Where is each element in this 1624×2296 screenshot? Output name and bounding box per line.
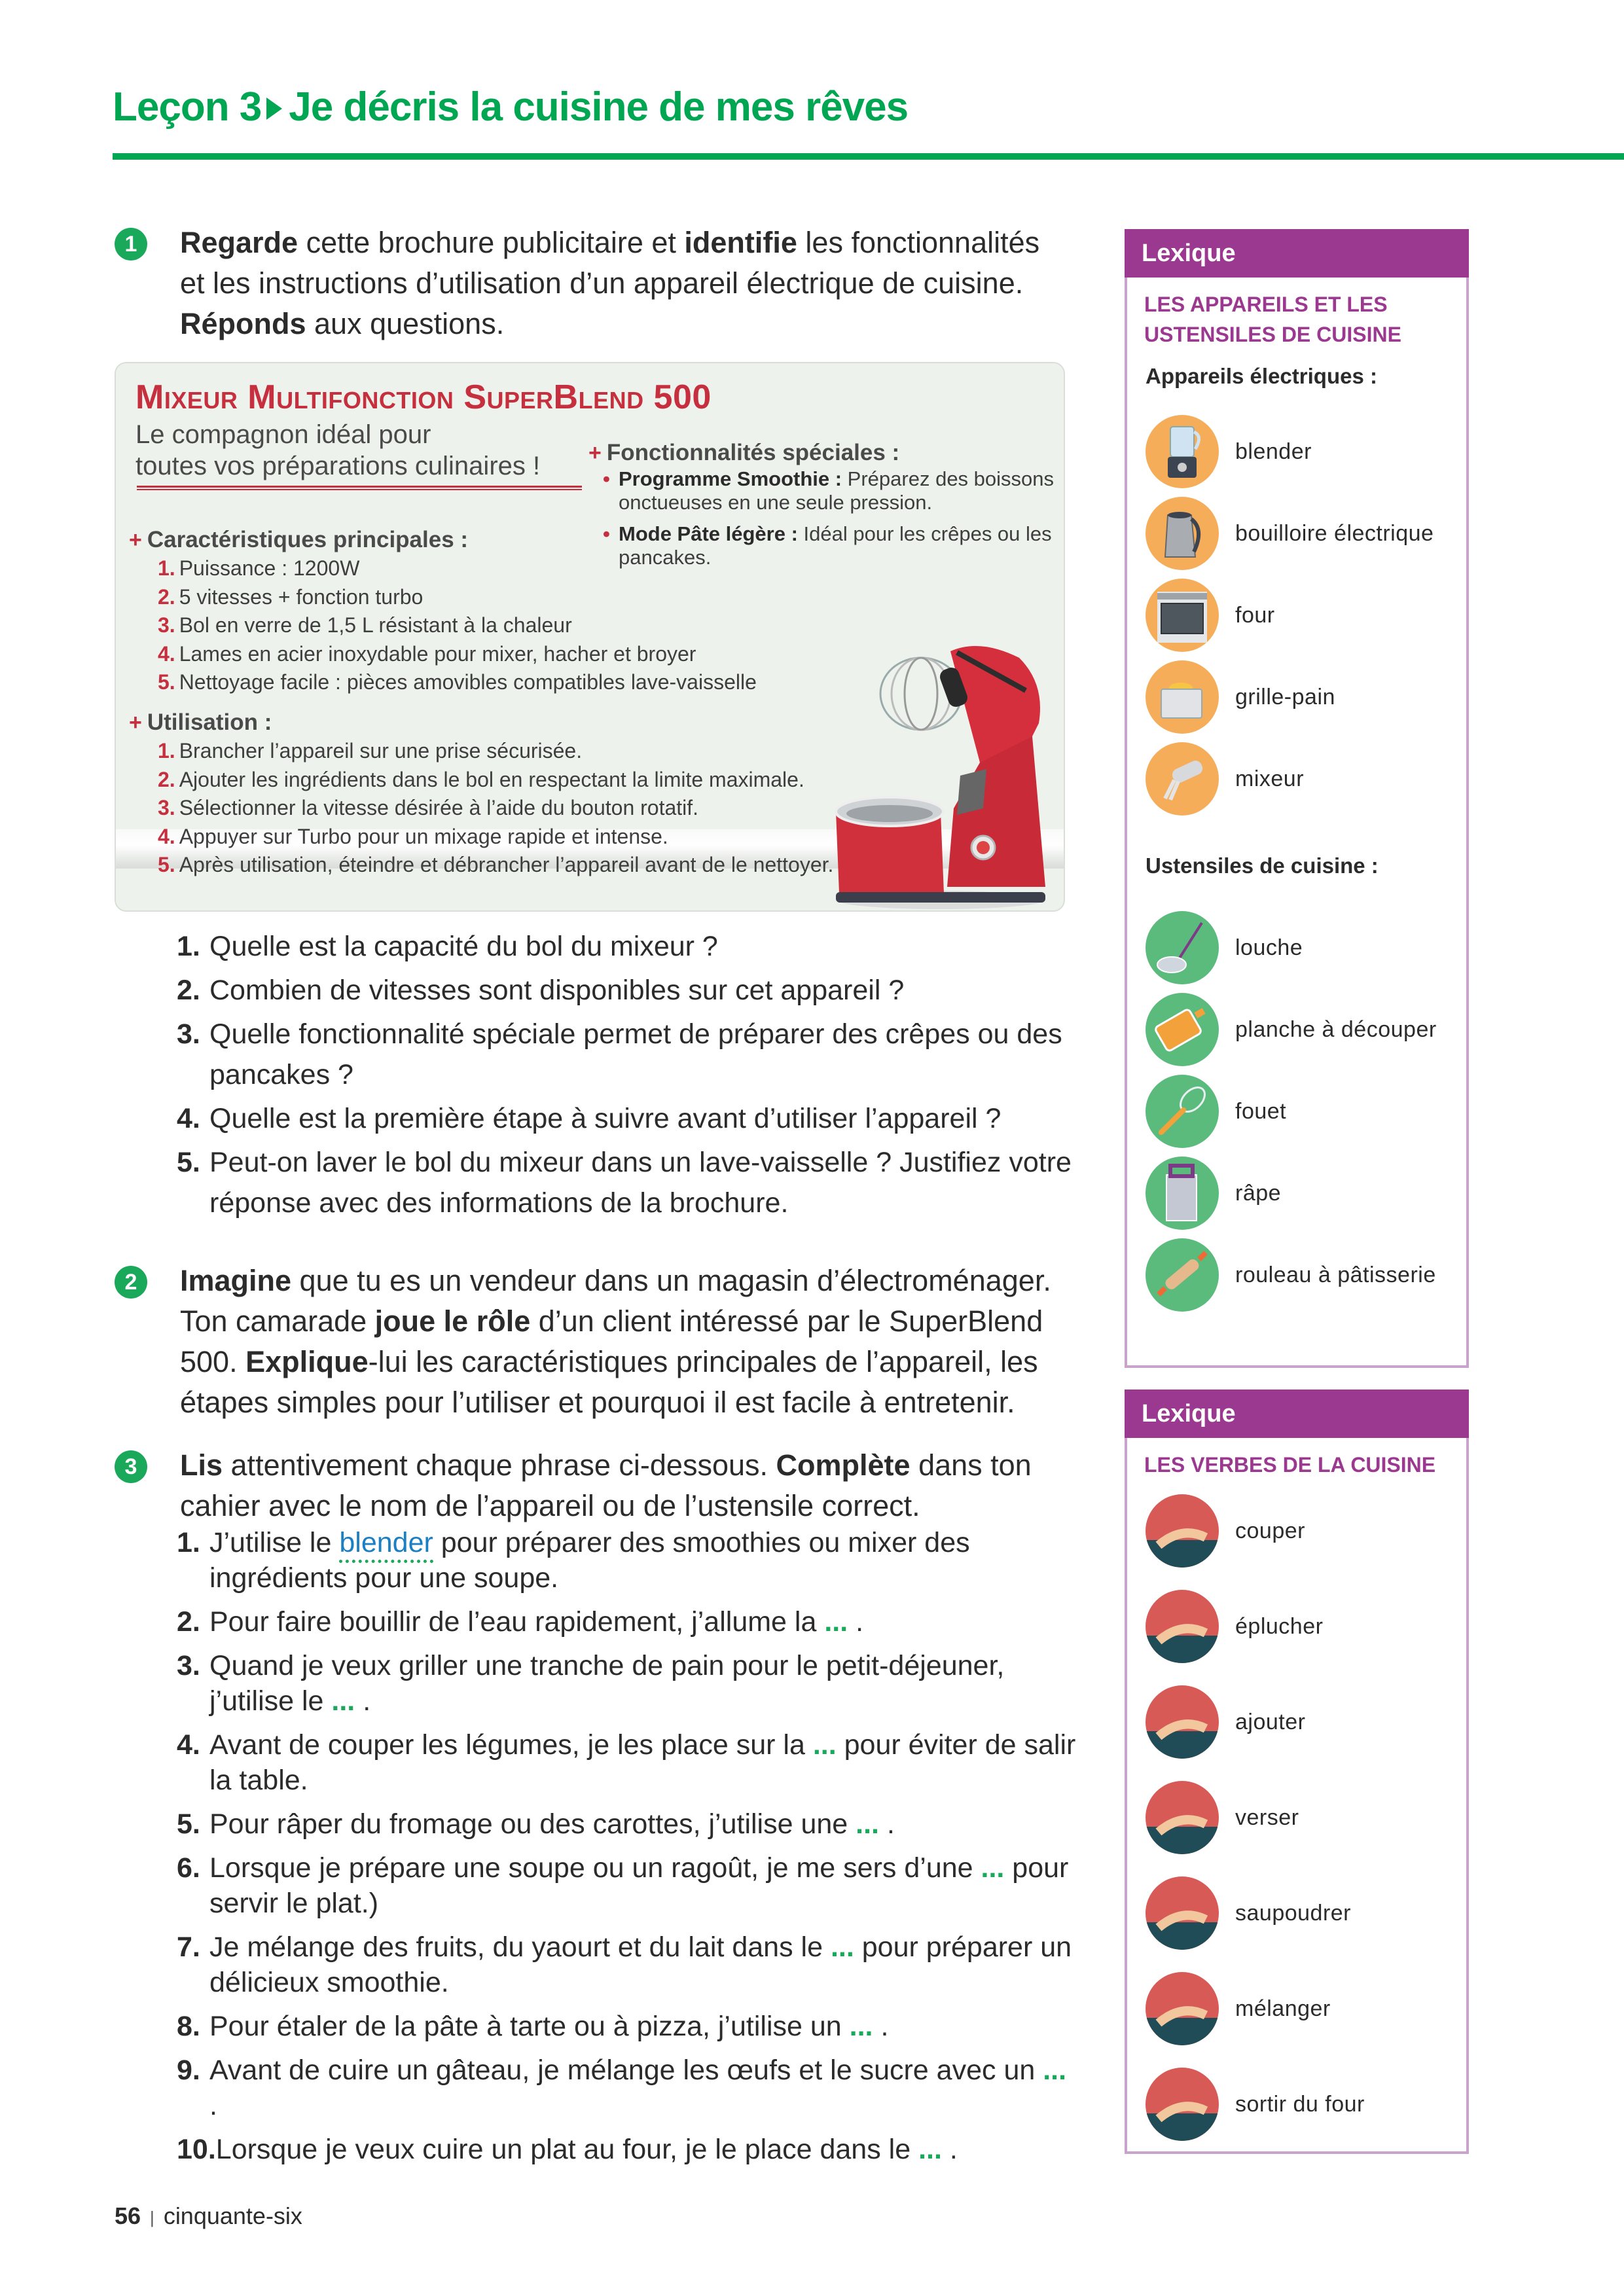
icon-circle	[1146, 1075, 1219, 1148]
plus-icon: +	[129, 710, 142, 735]
item-number: 1.	[158, 739, 175, 762]
lexique-item	[1127, 911, 1466, 984]
hand-mixer-icon	[1146, 742, 1219, 816]
item-number: 2.	[158, 584, 175, 609]
item-text: Bol en verre de 1,5 L résistant à la chaleur	[179, 613, 572, 637]
lexique-word: couper	[1235, 1518, 1305, 1543]
icon-circle	[1146, 1590, 1219, 1663]
icon-circle	[1146, 1157, 1219, 1230]
sentence-number: 3.	[177, 1650, 200, 1681]
sentence-item	[177, 1806, 1080, 1842]
lexique-word: planche à découper	[1235, 1016, 1437, 1042]
lexique-word: rouleau à pâtisserie	[1235, 1262, 1436, 1287]
lexique-item	[1127, 1685, 1466, 1759]
usage-step	[158, 823, 882, 852]
answer-blank: ...	[812, 1729, 837, 1761]
lexique-subtitle: LES VERBES DE LA CUISINE	[1144, 1453, 1436, 1477]
sentence-item	[177, 1727, 1080, 1798]
stand-mixer-image	[829, 612, 1052, 912]
instruction-verb: Imagine	[180, 1264, 292, 1297]
answer-blank: ...	[849, 2011, 873, 2042]
lexique-word: mixeur	[1235, 766, 1305, 791]
question-item	[177, 1142, 1080, 1223]
item-number: 4.	[158, 641, 175, 666]
item-text: Sélectionner la vitesse désirée à l’aide du bouton rotatif.	[179, 796, 699, 819]
instruction-verb: Complète	[776, 1448, 911, 1482]
question-item	[177, 1098, 1080, 1139]
special-feature-item	[603, 467, 1060, 514]
icon-circle	[1146, 2068, 1219, 2141]
sentence-text: Quand je veux griller une tranche de pain pour le petit-déjeuner, j’utilise le ... .	[209, 1650, 1005, 1717]
sentence-text: Pour râper du fromage ou des carottes, j’utilise une ... .	[209, 1808, 895, 1840]
lexique-word: mélanger	[1235, 1996, 1331, 2021]
item-number: 5.	[158, 670, 175, 694]
lexique-item	[1127, 1238, 1466, 1312]
bullet-icon: •	[603, 467, 610, 490]
tagline-line: Le compagnon idéal pour	[135, 420, 431, 449]
instruction-verb: Explique	[245, 1345, 369, 1378]
lexique-item	[1127, 742, 1466, 816]
icon-circle	[1146, 579, 1219, 652]
exercise-number-badge: 2	[115, 1266, 147, 1299]
lexique-word: four	[1235, 602, 1275, 628]
sentence-number: 9.	[177, 2054, 200, 2086]
icon-circle	[1146, 415, 1219, 488]
mixing-bowl-icon	[1146, 1972, 1219, 2045]
brochure-tagline	[135, 419, 594, 482]
icon-circle	[1146, 1685, 1219, 1759]
sentence-text: Pour étaler de la pâte à tarte ou à pizza, j’utilise un ... .	[209, 2011, 889, 2042]
icon-circle	[1146, 497, 1219, 570]
instruction-verb: joue le rôle	[374, 1304, 531, 1338]
question-item	[177, 970, 1080, 1011]
icon-circle	[1146, 1238, 1219, 1312]
item-number: 3.	[158, 613, 175, 637]
lexique-item	[1127, 1590, 1466, 1663]
toaster-icon	[1146, 660, 1219, 734]
play-arrow-icon	[266, 98, 282, 120]
exercise-1	[115, 223, 1070, 344]
instruction-verb: identifie	[684, 226, 797, 259]
sentence-item	[177, 1648, 1080, 1719]
answer-blank: ...	[1043, 2054, 1067, 2086]
sentence-item	[177, 1604, 1080, 1640]
usage-step	[158, 766, 882, 795]
lexique-word: éplucher	[1235, 1613, 1324, 1639]
product-brochure	[115, 362, 1065, 912]
lexique-word: louche	[1235, 935, 1303, 960]
question-text: Combien de vitesses sont disponibles sur cet appareil ?	[209, 975, 905, 1006]
lexique-word: râpe	[1235, 1180, 1282, 1206]
bullet-icon: •	[603, 522, 610, 545]
icon-circle	[1146, 742, 1219, 816]
answer-blank: ...	[918, 2134, 942, 2165]
brochure-title: Mixeur Multifonction SuperBlend 500	[135, 378, 712, 416]
lesson-heading: Je décris la cuisine de mes rêves	[289, 84, 909, 130]
special-features-section	[588, 439, 1060, 577]
item-text: Après utilisation, éteindre et débrancher l’appareil avant de le nettoyer.	[179, 853, 834, 876]
lexique-word: saupoudrer	[1235, 1900, 1352, 1926]
example-answer: blender	[339, 1527, 433, 1563]
features-heading: Caractéristiques principales :	[147, 527, 469, 552]
question-number: 3.	[177, 1018, 200, 1050]
utensils-heading: Ustensiles de cuisine :	[1146, 853, 1379, 878]
sentence-text: Avant de couper les légumes, je les place sur la ... pour éviter de salir la table.	[209, 1729, 1076, 1796]
item-number: 2.	[158, 767, 175, 791]
electric-appliances-list	[1127, 415, 1466, 816]
item-number: 4.	[158, 824, 175, 848]
comprehension-questions	[177, 926, 1080, 1227]
sentence-text: Je mélange des fruits, du yaourt et du lait dans le ... pour préparer un délicieux smoothie.	[209, 1931, 1072, 1998]
question-text: Quelle fonctionnalité spéciale permet de préparer des crêpes ou des pancakes ?	[209, 1018, 1062, 1090]
cutting-vegetable-icon	[1146, 1494, 1219, 1568]
icon-circle	[1146, 1972, 1219, 2045]
feature-name: Programme Smoothie :	[619, 467, 842, 490]
page-footer	[115, 2202, 302, 2230]
lexique-verbs-box	[1125, 1390, 1469, 2154]
feature-item	[158, 640, 849, 669]
footer-separator: |	[150, 2207, 154, 2227]
sentence-number: 10.	[177, 2134, 216, 2165]
ladle-icon	[1146, 911, 1219, 984]
answer-blank: ...	[824, 1606, 848, 1638]
lexique-item	[1127, 993, 1466, 1066]
exercise-number-badge: 3	[115, 1450, 147, 1483]
answer-blank: ...	[981, 1852, 1005, 1884]
answer-blank: ...	[856, 1808, 879, 1840]
lexique-word: sortir du four	[1235, 2091, 1365, 2117]
usage-heading: Utilisation :	[147, 709, 272, 735]
sentence-text: Lorsque je prépare une soupe ou un ragoût, je me sers d’une ... pour servir le plat.)	[209, 1852, 1069, 1919]
lexique-item	[1127, 1972, 1466, 2045]
question-number: 2.	[177, 975, 200, 1006]
question-text: Quelle est la capacité du bol du mixeur ?	[209, 931, 718, 962]
special-features-heading: Fonctionnalités spéciales :	[606, 440, 900, 465]
answer-blank: ...	[830, 1931, 854, 1963]
fill-in-sentences	[177, 1525, 1080, 2176]
instruction-verb: Lis	[180, 1448, 223, 1482]
cutting-board-icon	[1146, 993, 1219, 1066]
question-item	[177, 1014, 1080, 1095]
usage-step	[158, 737, 882, 766]
question-number: 5.	[177, 1147, 200, 1178]
sentence-number: 8.	[177, 2011, 200, 2042]
answer-blank: ...	[331, 1685, 355, 1717]
feature-item	[158, 668, 849, 697]
icon-circle	[1146, 1781, 1219, 1854]
lexique-item	[1127, 497, 1466, 570]
exercise-2	[115, 1261, 1070, 1423]
sentence-number: 4.	[177, 1729, 200, 1761]
exercise-3	[115, 1445, 1070, 1526]
feature-description: Préparez des boissons onctueuses en une seule pression.	[619, 467, 1055, 514]
blender-icon	[1146, 415, 1219, 488]
kettle-icon	[1146, 497, 1219, 570]
instruction-verb: Réponds	[180, 307, 306, 340]
page-number: 56	[115, 2202, 141, 2229]
lexique-word: fouet	[1235, 1098, 1287, 1124]
grater-icon	[1146, 1157, 1219, 1230]
plus-icon: +	[129, 528, 142, 552]
exercise-instruction: Imagine que tu es un vendeur dans un magasin d’électroménager. Ton camarade joue le rôle d’un client intéressé par le SuperBlend 500. Explique-lui les caractéristiques principales de l’appareil, les étapes simples pour l’utiliser et pourquoi il est facile à entretenir.	[180, 1264, 1051, 1419]
lexique-word: grille-pain	[1235, 684, 1335, 709]
feature-name: Mode Pâte légère :	[619, 522, 798, 545]
header-divider	[113, 153, 1624, 160]
item-text: 5 vitesses + fonction turbo	[179, 584, 424, 609]
item-text: Nettoyage facile : pièces amovibles compatibles lave-vaisselle	[179, 670, 757, 694]
usage-list	[158, 737, 882, 880]
item-number: 5.	[158, 853, 175, 876]
sentence-item	[177, 1525, 1080, 1596]
lexique-item	[1127, 660, 1466, 734]
feature-item	[158, 583, 849, 612]
item-text: Puissance : 1200W	[179, 556, 360, 580]
sentence-text: Lorsque je veux cuire un plat au four, je le place dans le ... .	[215, 2134, 958, 2165]
question-text: Quelle est la première étape à suivre avant d’utiliser l’appareil ?	[209, 1103, 1001, 1134]
item-text: Ajouter les ingrédients dans le bol en respectant la limite maximale.	[179, 767, 804, 791]
lexique-item	[1127, 2068, 1466, 2141]
icon-circle	[1146, 911, 1219, 984]
icon-circle	[1146, 660, 1219, 734]
special-feature-item	[603, 522, 1060, 569]
lexique-item	[1127, 1781, 1466, 1854]
lexique-word: blender	[1235, 439, 1312, 464]
lexique-subtitle: LES APPAREILS ET LES USTENSILES DE CUISINE	[1144, 293, 1401, 346]
lexique-word: ajouter	[1235, 1709, 1306, 1734]
sentence-number: 1.	[177, 1527, 200, 1558]
pouring-icon	[1146, 1781, 1219, 1854]
question-text: Peut-on laver le bol du mixeur dans un lave-vaisselle ? Justifiez votre réponse avec des informations de la brochure.	[209, 1147, 1072, 1219]
question-item	[177, 926, 1080, 967]
whisk-icon	[1146, 1075, 1219, 1148]
lexique-heading: Lexique	[1125, 1390, 1469, 1438]
utensils-list	[1127, 911, 1466, 1312]
peeling-icon	[1146, 1590, 1219, 1663]
rolling-pin-icon	[1146, 1238, 1219, 1312]
question-number: 4.	[177, 1103, 200, 1134]
item-number: 1.	[158, 556, 175, 580]
sprinkling-icon	[1146, 1876, 1219, 1950]
item-text: Appuyer sur Turbo pour un mixage rapide et intense.	[179, 824, 668, 848]
exercise-number-badge: 1	[115, 228, 147, 260]
tagline-underline	[137, 486, 582, 490]
item-text: Brancher l’appareil sur une prise sécurisée.	[179, 739, 583, 762]
instruction-verb: Regarde	[180, 226, 298, 259]
sentence-item	[177, 1850, 1080, 1921]
sentence-number: 5.	[177, 1808, 200, 1840]
lexique-word: bouilloire électrique	[1235, 520, 1434, 546]
adding-ingredient-icon	[1146, 1685, 1219, 1759]
lexique-appliances-box	[1125, 229, 1469, 1368]
feature-item	[158, 611, 849, 640]
icon-circle	[1146, 1494, 1219, 1568]
mixer-arm	[957, 769, 986, 815]
sentence-item	[177, 2132, 1080, 2167]
exercise-instruction: Regarde cette brochure publicitaire et identifie les fonctionnalités et les instructions d’utilisation d’un appareil électrique de cuisine. Réponds aux questions.	[180, 226, 1040, 340]
sentence-item	[177, 2053, 1080, 2123]
lexique-item	[1127, 1494, 1466, 1568]
icon-circle	[1146, 1876, 1219, 1950]
sentence-number: 2.	[177, 1606, 200, 1638]
tagline-line: toutes vos préparations culinaires !	[135, 452, 541, 480]
usage-step	[158, 794, 882, 823]
feature-description: Idéal pour les crêpes ou les pancakes.	[619, 522, 1052, 569]
lesson-title	[113, 84, 908, 130]
sentence-number: 7.	[177, 1931, 200, 1963]
page-number-words: cinquante-six	[163, 2202, 302, 2229]
exercise-instruction: Lis attentivement chaque phrase ci-dessous. Complète dans ton cahier avec le nom de l’appareil ou de l’ustensile correct.	[180, 1448, 1032, 1522]
usage-step	[158, 851, 882, 880]
sentence-text: Pour faire bouillir de l’eau rapidement, j’allume la ... .	[209, 1606, 864, 1638]
sentence-item	[177, 1929, 1080, 2000]
lexique-item	[1127, 415, 1466, 488]
cake-from-oven-icon	[1146, 2068, 1219, 2141]
lexique-word: verser	[1235, 1804, 1299, 1830]
lexique-heading: Lexique	[1125, 229, 1469, 278]
lesson-number: Leçon 3	[113, 84, 262, 130]
sentence-number: 6.	[177, 1852, 200, 1884]
lexique-item	[1127, 1075, 1466, 1148]
mixer-base	[836, 892, 1045, 903]
sentence-text: Avant de cuire un gâteau, je mélange les œufs et le sucre avec un ... .	[209, 2054, 1067, 2121]
item-number: 3.	[158, 796, 175, 819]
sentence-item	[177, 2009, 1080, 2044]
oven-icon	[1146, 579, 1219, 652]
lexique-item	[1127, 1876, 1466, 1950]
item-text: Lames en acier inoxydable pour mixer, hacher et broyer	[179, 641, 696, 666]
question-number: 1.	[177, 931, 200, 962]
usage-section	[129, 708, 882, 880]
plus-icon: +	[588, 440, 602, 465]
verbs-list	[1127, 1494, 1466, 2141]
special-features-list	[603, 467, 1060, 569]
electric-appliances-heading: Appareils électriques :	[1146, 364, 1377, 388]
lexique-item	[1127, 1157, 1466, 1230]
icon-circle	[1146, 993, 1219, 1066]
sentence-text: J’utilise le blender pour préparer des smoothies ou mixer des ingrédients pour une soupe.	[209, 1527, 970, 1594]
lexique-item	[1127, 579, 1466, 652]
